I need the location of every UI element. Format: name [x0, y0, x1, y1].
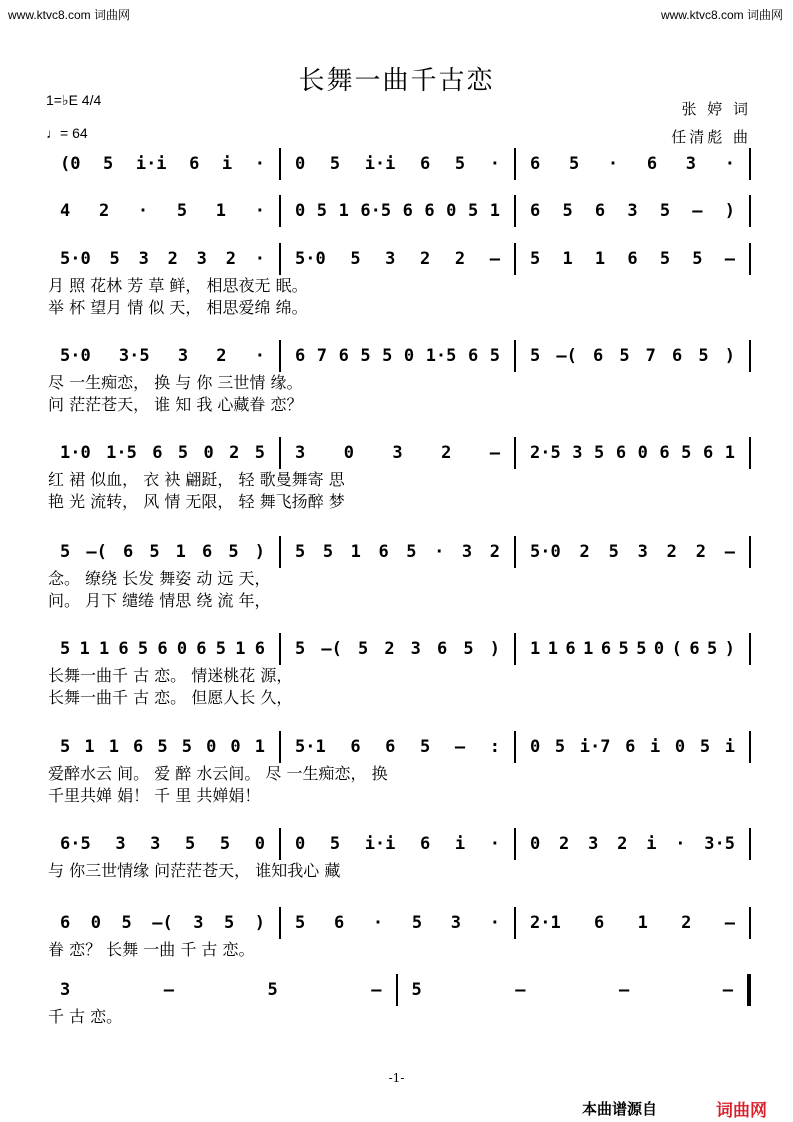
measure: 5·0 5 3 2 3 2 ·: [60, 249, 265, 269]
barline: [749, 828, 751, 860]
composer-credit: 任清彪 曲: [671, 128, 751, 146]
score-row: [46, 243, 751, 319]
lyric-line: 长舞一曲千 古 恋。 但愿人长 久，: [48, 688, 293, 707]
score-row: [46, 731, 751, 807]
lyric-line: 长舞一曲千 古 恋。 情迷桃花 源，: [48, 666, 293, 685]
notation-line: [46, 731, 751, 763]
site-url-right: www.ktvc8.com 词曲网: [660, 8, 783, 22]
barline: [749, 340, 751, 372]
notation-line: [46, 340, 751, 372]
page-number: -1-: [388, 1071, 405, 1085]
lyric-line: 千 古 恋。: [48, 1007, 123, 1026]
score-row: [46, 340, 751, 416]
measure: 6 0 5 –( 3 5 ): [60, 913, 265, 933]
barline: [747, 974, 751, 1006]
measure: 5 – – –: [411, 980, 733, 1000]
measure: 0 5 i·i 6 5 ·: [295, 154, 500, 174]
measure: 5 –( 5 2 3 6 5 ): [295, 639, 500, 659]
measure: 5·0 5 3 2 2 –: [295, 249, 500, 269]
measure: 1 1 6 1 6 5 5 0 ( 6 5 ): [530, 639, 735, 659]
measure: 5 1 1 6 5 6 0 6 5 1 6: [60, 639, 265, 659]
lyric-line: 与 你三世情缘 问茫茫苍天， 谁知我心 藏: [48, 861, 341, 880]
measure: 3 – 5 –: [60, 980, 382, 1000]
barline: [749, 536, 751, 568]
score-row: [46, 536, 751, 612]
notation-line: [46, 148, 751, 180]
measure: 5·0 2 5 3 2 2 –: [530, 542, 735, 562]
lyric-line: 千里共婵 娟！ 千 里 共婵娟！: [48, 786, 261, 805]
measure: 0 5 i·i 6 i ·: [295, 834, 500, 854]
lyric-line: 尽 一生痴恋， 换 与 你 三世情 缘。: [48, 373, 303, 392]
measure: 3 0 3 2 –: [295, 443, 500, 463]
lyric-line: 举 杯 望月 情 似 天， 相思爱绵 绵。: [48, 298, 308, 317]
measure: 5 1 1 6 5 5 –: [530, 249, 735, 269]
barline: [749, 907, 751, 939]
measure: 2·1 6 1 2 –: [530, 913, 735, 933]
measure: 4 2 · 5 1 ·: [60, 201, 265, 221]
measure: 6 5 · 6 3 ·: [530, 154, 735, 174]
score-row: [46, 148, 751, 180]
measure: 5 5 1 6 5 · 3 2: [295, 542, 500, 562]
notation-line: [46, 195, 751, 227]
key-signature: 1=♭E 4/4: [46, 92, 102, 108]
notation-line: [46, 243, 751, 275]
measure: 5 1 1 6 5 5 0 0 1: [60, 737, 265, 757]
notation-line: [46, 633, 751, 665]
score-row: [46, 437, 751, 513]
barline: [749, 633, 751, 665]
measure: 2·5 3 5 6 0 6 5 6 1: [530, 443, 735, 463]
measure: 6 5 6 3 5 – ): [530, 201, 735, 221]
source-logo: 词曲网: [716, 1101, 767, 1121]
measure: 6·5 3 3 5 5 0: [60, 834, 265, 854]
score-row: [46, 828, 751, 882]
measure: (0 5 i·i 6 i ·: [60, 154, 265, 174]
notation-line: [46, 536, 751, 568]
lyricist-credit: 张 婷 词: [681, 100, 751, 118]
lyric-line: 艳 光 流转， 风 情 无限， 轻 舞飞扬醉 梦: [48, 492, 345, 511]
measure: 0 5 1 6·5 6 6 0 5 1: [295, 201, 500, 221]
lyric-line: 眷 恋？ 长舞 一曲 千 古 恋。: [48, 940, 255, 959]
barline: [749, 437, 751, 469]
barline: [749, 731, 751, 763]
measure: 6 7 6 5 5 0 1·5 6 5: [295, 346, 500, 366]
source-text: 本曲谱源自: [582, 1100, 658, 1118]
tempo-mark: ♩= 64: [46, 125, 88, 141]
notation-line: [46, 974, 751, 1006]
measure: 1·0 1·5 6 5 0 2 5: [60, 443, 265, 463]
notation-line: [46, 907, 751, 939]
lyric-line: 月 照 花林 芳 草 鲜， 相思夜无 眠。: [48, 276, 308, 295]
measure: 5 6 · 5 3 ·: [295, 913, 500, 933]
barline: [749, 195, 751, 227]
score-row: [46, 907, 751, 961]
notation-line: [46, 828, 751, 860]
measure: 5·0 3·5 3 2 ·: [60, 346, 265, 366]
score-row: [46, 633, 751, 709]
lyric-line: 问。 月下 缱绻 情思 绕 流 年，: [48, 591, 271, 610]
lyric-line: 爱醉水云 间。 爱 醉 水云间。 尽 一生痴恋， 换: [48, 764, 388, 783]
lyric-line: 念。 缭绕 长发 舞姿 动 远 天，: [48, 569, 271, 588]
notation-line: [46, 437, 751, 469]
song-title: 长舞一曲千古恋: [298, 66, 495, 96]
measure: 5·1 6 6 5 – :: [295, 737, 500, 757]
measure: 0 2 3 2 i · 3·5: [530, 834, 735, 854]
barline: [749, 148, 751, 180]
score-row: [46, 974, 751, 1028]
site-url-left: www.ktvc8.com 词曲网: [8, 8, 131, 22]
score-row: [46, 195, 751, 227]
lyric-line: 问 茫茫苍天， 谁 知 我 心藏眷 恋？: [48, 395, 303, 414]
lyric-line: 红 裙 似血， 衣 袂 翩跹， 轻 歌曼舞寄 思: [48, 470, 345, 489]
barline: [749, 243, 751, 275]
measure: 5 –( 6 5 1 6 5 ): [60, 542, 265, 562]
measure: 5 –( 6 5 7 6 5 ): [530, 346, 735, 366]
measure: 0 5 i·7 6 i 0 5 i: [530, 737, 735, 757]
